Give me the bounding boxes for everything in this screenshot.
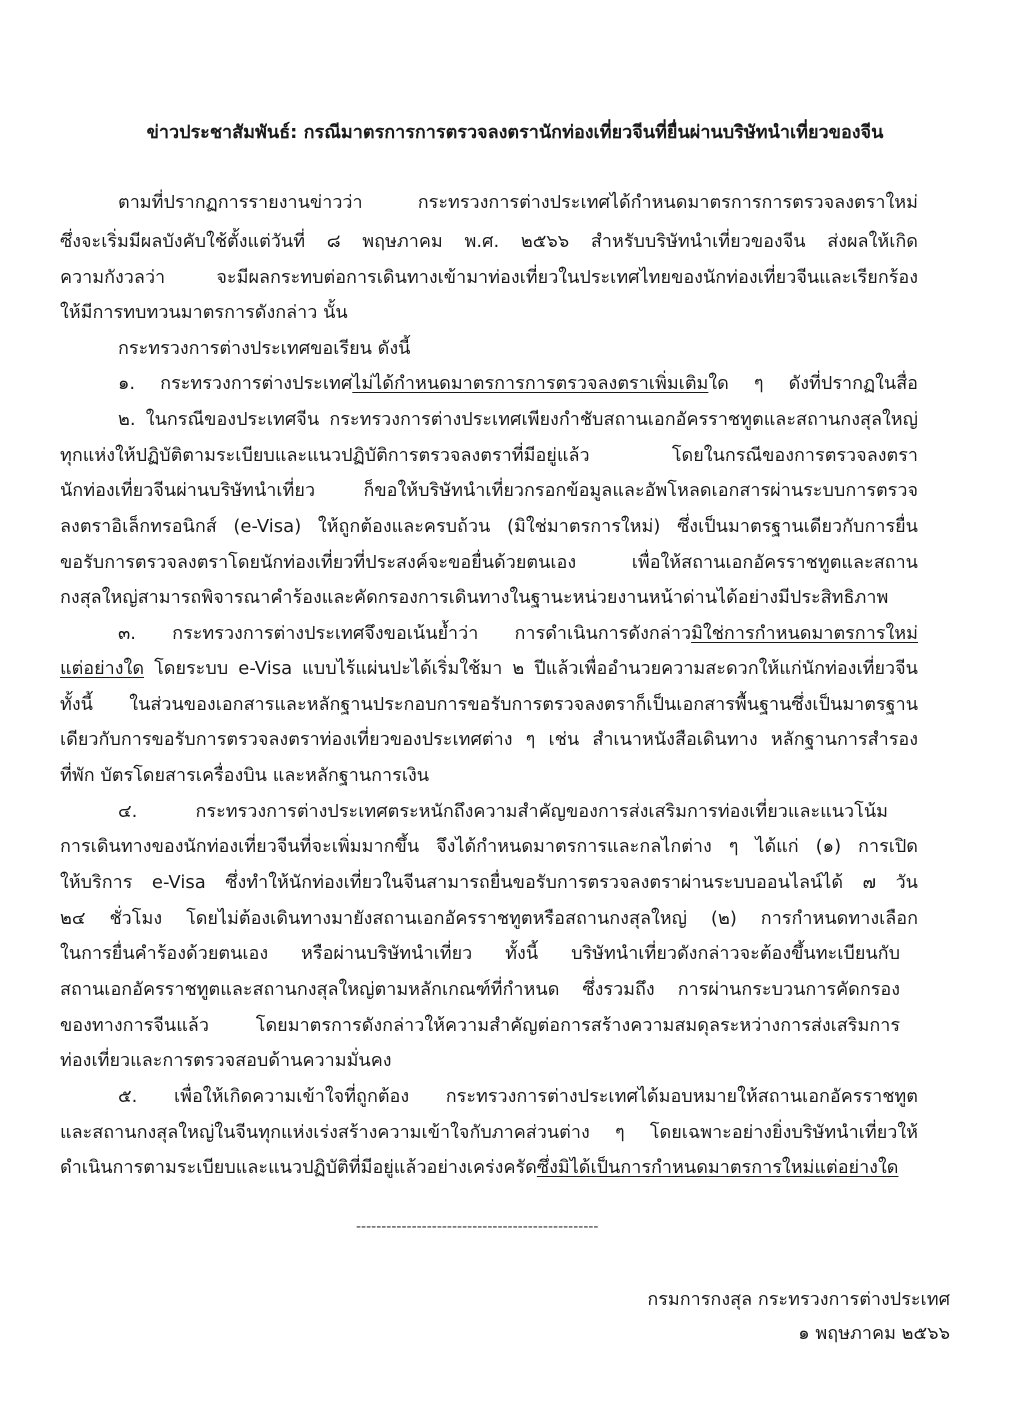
- point-5-line-1: ๕. เพื่อให้เกิดความเข้าใจที่ถูกต้อง กระทรวงการต่างประเทศได้มอบหมายให้สถานเอกอัครราชทูต: [118, 1086, 918, 1107]
- point-3-text-a: ๓. กระทรวงการต่างประเทศจึงขอเน้นย้ำว่า การดำเนินการดังกล่าว: [118, 623, 692, 644]
- point-3-line-5: ที่พัก บัตรโดยสารเครื่องบิน และหลักฐานการเงิน: [60, 765, 430, 786]
- point-3-line-4: เดียวกับการขอรับการตรวจลงตราท่องเที่ยวของประเทศต่าง ๆ เช่น สำเนาหนังสือเดินทาง หลักฐานการสำรอง: [60, 729, 918, 750]
- lead-sentence: กระทรวงการต่างประเทศขอเรียน ดังนี้: [118, 338, 411, 359]
- point-2-line-2: ทุกแห่งให้ปฏิบัติตามระเบียบและแนวปฏิบัติการตรวจลงตราที่มีอยู่แล้ว โดยในกรณีของการตรวจลงตรา: [60, 445, 918, 466]
- intro-line-1: ตามที่ปรากฏการรายงานข่าวว่า กระทรวงการต่างประเทศได้กำหนดมาตรการการตรวจลงตราใหม่: [118, 192, 918, 213]
- point-3-line-3: ทั้งนี้ ในส่วนของเอกสารและหลักฐานประกอบการขอรับการตรวจลงตราก็เป็นเอกสารพื้นฐานซึ่งเป็นมาตรฐาน: [60, 694, 918, 715]
- point-3-line-1: [118, 619, 918, 649]
- point-2-line-3: นักท่องเที่ยวจีนผ่านบริษัทนำเที่ยว ก็ขอให้บริษัทนำเที่ยวกรอกข้อมูลและอัพโหลดเอกสารผ่านระบบการตรวจ: [60, 480, 918, 501]
- point-1-text-b: ใด ๆ ดังที่ปรากฏในสื่อ: [708, 373, 918, 394]
- point-1-text-a: ๑. กระทรวงการต่างประเทศ: [118, 373, 353, 394]
- point-5-underlined: ซึ่งมิได้เป็นการกำหนดมาตรการใหม่แต่อย่างใด: [536, 1157, 899, 1178]
- signature-organization: กรมการกงสุล กระทรวงการต่างประเทศ: [647, 1289, 950, 1310]
- divider-dashes: ------------------------------------------------: [356, 1219, 599, 1235]
- point-2-line-4: ลงตราอิเล็กทรอนิกส์ (e-Visa) ให้ถูกต้องและครบถ้วน (มิใช่มาตรการใหม่) ซึ่งเป็นมาตรฐานเดียวกับการยื่น: [60, 516, 918, 537]
- point-2-line-1: ๒. ในกรณีของประเทศจีน กระทรวงการต่างประเทศเพียงกำชับสถานเอกอัครราชทูตและสถานกงสุลใหญ่: [118, 409, 918, 430]
- point-4-line-8: ท่องเที่ยวและการตรวจสอบด้านความมั่นคง: [60, 1050, 392, 1071]
- point-2-line-5: ขอรับการตรวจลงตราโดยนักท่องเที่ยวที่ประสงค์จะขอยื่นด้วยตนเอง เพื่อให้สถานเอกอัครราชทูตและสถาน: [60, 552, 918, 573]
- point-4-line-7: ของทางการจีนแล้ว โดยมาตรการดังกล่าวให้ความสำคัญต่อการสร้างความสมดุลระหว่างการส่งเสริมการ: [60, 1015, 900, 1036]
- point-1-underlined: ไม่ได้กำหนดมาตรการการตรวจลงตราเพิ่มเติม: [352, 373, 709, 394]
- point-4-line-5: ในการยื่นคำร้องด้วยตนเอง หรือผ่านบริษัทนำเที่ยว ทั้งนี้ บริษัทนำเที่ยวดังกล่าวจะต้องขึ้นทะเบียนกับ: [60, 943, 900, 964]
- point-4-line-2: การเดินทางของนักท่องเที่ยวจีนที่จะเพิ่มมากขึ้น จึงได้กำหนดมาตรการและกลไกต่าง ๆ ได้แก่ (๑) การเปิด: [60, 836, 918, 857]
- point-5-line-3: [60, 1153, 938, 1183]
- point-2-line-6: กงสุลใหญ่สามารถพิจารณาคำร้องและคัดกรองการเดินทางในฐานะหน่วยงานหน้าด่านได้อย่างมีประสิทธิภาพ: [60, 587, 889, 608]
- page-title: ข่าวประชาสัมพันธ์: กรณีมาตรการการตรวจลงตรานักท่องเที่ยวจีนที่ยื่นผ่านบริษัทนำเที่ยวของจีน: [146, 122, 884, 143]
- point-3-underlined-2: แต่อย่างใด: [60, 658, 145, 679]
- point-5-text-a: ดำเนินการตามระเบียบและแนวปฏิบัติที่มีอยู่แล้วอย่างเคร่งครัด: [60, 1157, 537, 1178]
- point-4-line-4: ๒๔ ชั่วโมง โดยไม่ต้องเดินทางมายังสถานเอกอัครราชทูตหรือสถานกงสุลใหญ่ (๒) การกำหนดทางเลือก: [60, 908, 918, 929]
- point-4-line-1: ๔. กระทรวงการต่างประเทศตระหนักถึงความสำคัญของการส่งเสริมการท่องเที่ยวและแนวโน้ม: [118, 801, 888, 822]
- intro-line-4: ให้มีการทบทวนมาตรการดังกล่าว นั้น: [60, 302, 348, 323]
- point-4-line-6: สถานเอกอัครราชทูตและสถานกงสุลใหญ่ตามหลักเกณฑ์ที่กำหนด ซึ่งรวมถึง การผ่านกระบวนการคัดกรอง: [60, 979, 900, 1000]
- point-4-line-3: ให้บริการ e-Visa ซึ่งทำให้นักท่องเที่ยวในจีนสามารถยื่นขอรับการตรวจลงตราผ่านระบบออนไลน์ได้ ๗ วัน: [60, 872, 918, 893]
- intro-line-3: ความกังวลว่า จะมีผลกระทบต่อการเดินทางเข้ามาท่องเที่ยวในประเทศไทยของนักท่องเที่ยวจีนและเรียกร้อง: [60, 267, 918, 288]
- point-5-line-2: และสถานกงสุลใหญ่ในจีนทุกแห่งเร่งสร้างความเข้าใจกับภาคส่วนต่าง ๆ โดยเฉพาะอย่างยิ่งบริษัทนำเที่ยวให้: [60, 1122, 918, 1143]
- point-3-line-2: [60, 654, 918, 684]
- intro-line-2: ซึ่งจะเริ่มมีผลบังคับใช้ตั้งแต่วันที่ ๘ พฤษภาคม พ.ศ. ๒๕๖๖ สำหรับบริษัทนำเที่ยวของจีน ส่งผลให้เกิด: [60, 231, 918, 252]
- signature-date: ๑ พฤษภาคม ๒๕๖๖: [798, 1323, 950, 1344]
- point-1: [118, 369, 918, 399]
- point-3-underlined-1: มิใช่การกำหนดมาตรการใหม่: [691, 623, 918, 644]
- point-3-text-b: โดยระบบ e-Visa แบบไร้แผ่นปะได้เริ่มใช้มา ๒ ปีแล้วเพื่ออำนวยความสะดวกให้แก่นักท่องเที่ยวจีน: [144, 658, 918, 679]
